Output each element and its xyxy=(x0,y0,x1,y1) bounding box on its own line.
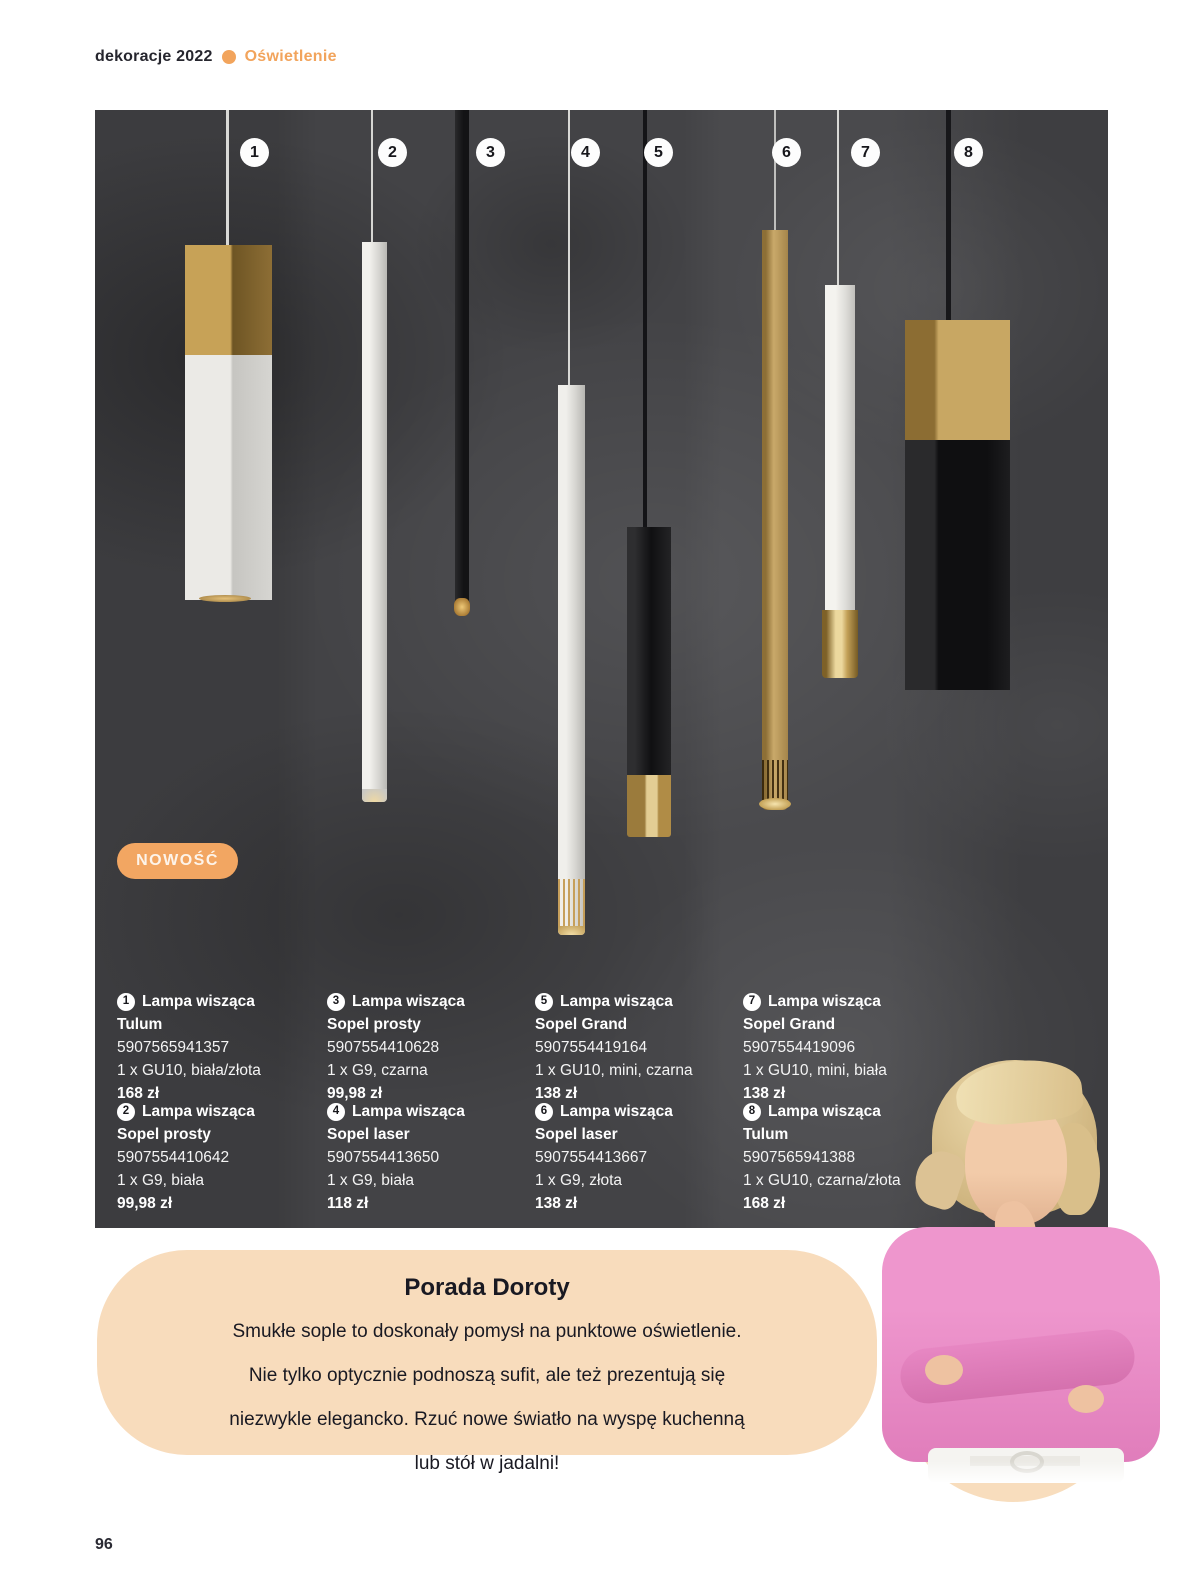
product-1-spec: 1 x GU10, biała/złota xyxy=(117,1062,261,1079)
product-7-name: Sopel Grand xyxy=(743,1016,836,1033)
lamp-7-gold-band xyxy=(822,610,858,678)
product-7-spec: 1 x GU10, mini, biała xyxy=(743,1062,887,1079)
page-number: 96 xyxy=(95,1536,113,1553)
product-7-price: 138 zł xyxy=(743,1085,786,1102)
product-5-spec: 1 x GU10, mini, czarna xyxy=(535,1062,693,1079)
product-1-price: 168 zł xyxy=(117,1085,160,1102)
advice-text xyxy=(97,1310,877,1486)
expert-photo xyxy=(870,1055,1170,1483)
section-title: Oświetlenie xyxy=(244,48,337,65)
lamp-number-badge-4: 4 xyxy=(571,138,600,167)
product-2-price: 99,98 zł xyxy=(117,1195,173,1212)
lamp-number-badge-6: 6 xyxy=(772,138,801,167)
product-info-4 xyxy=(327,1100,532,1215)
photo-bottom-fade xyxy=(870,1461,1170,1483)
product-6-number: 6 xyxy=(535,1103,553,1121)
product-5-price: 138 zł xyxy=(535,1085,578,1102)
advice-line-4: lub stół w jadalni! xyxy=(414,1453,560,1474)
advice-line-1: Smukłe sople to doskonały pomysł na punktowe oświetlenie. xyxy=(232,1321,742,1342)
product-6-title: Lampa wisząca xyxy=(560,1103,673,1120)
product-6-spec: 1 x G9, złota xyxy=(535,1172,623,1189)
lamp-8-black-section xyxy=(905,440,1010,690)
product-8-price: 168 zł xyxy=(743,1195,786,1212)
lamp-4-cord xyxy=(568,110,570,385)
advice-title: Porada Doroty xyxy=(404,1274,570,1301)
product-6-ean: 5907554413667 xyxy=(535,1149,648,1166)
lamp-8-cord xyxy=(946,110,951,320)
new-badge: NOWOŚĆ xyxy=(117,843,238,879)
product-8-name: Tulum xyxy=(743,1126,789,1143)
lamp-1-pendant xyxy=(185,245,272,600)
product-2-title: Lampa wisząca xyxy=(142,1103,255,1120)
product-4-spec: 1 x G9, biała xyxy=(327,1172,415,1189)
lamp-number-badge-1: 1 xyxy=(240,138,269,167)
product-6-name: Sopel laser xyxy=(535,1126,618,1143)
product-8-spec: 1 x GU10, czarna/złota xyxy=(743,1172,901,1189)
lamp-4-light-glow xyxy=(558,926,585,935)
product-info-5 xyxy=(535,990,740,1105)
lamp-3-light-glow xyxy=(454,598,470,616)
product-1-title: Lampa wisząca xyxy=(142,993,255,1010)
lamp-5-gold-band xyxy=(627,775,671,837)
product-info-1 xyxy=(117,990,322,1105)
lamp-4-perforated-tip xyxy=(558,879,585,927)
lamp-6-cord xyxy=(774,110,776,230)
product-7-ean: 5907554419096 xyxy=(743,1039,856,1056)
product-6-price: 138 zł xyxy=(535,1195,578,1212)
product-3-name: Sopel prosty xyxy=(327,1016,421,1033)
lamp-8-gold-section xyxy=(905,320,1010,440)
catalog-title: dekoracje 2022 xyxy=(95,48,213,65)
product-7-title: Lampa wisząca xyxy=(768,993,881,1010)
product-3-ean: 5907554410628 xyxy=(327,1039,440,1056)
lamp-number-badge-2: 2 xyxy=(378,138,407,167)
product-8-number: 8 xyxy=(743,1103,761,1121)
product-info-6 xyxy=(535,1100,740,1215)
product-8-ean: 5907565941388 xyxy=(743,1149,856,1166)
lamp-5-pendant xyxy=(627,527,671,775)
lamp-1-cord xyxy=(226,110,229,245)
section-dot-icon xyxy=(222,50,236,64)
product-2-name: Sopel prosty xyxy=(117,1126,211,1143)
product-info-3 xyxy=(327,990,532,1105)
lamp-7-cord xyxy=(837,110,839,285)
product-5-name: Sopel Grand xyxy=(535,1016,628,1033)
lamp-2-light-glow xyxy=(362,789,387,802)
lamp-4-pendant xyxy=(558,385,585,935)
product-2-number: 2 xyxy=(117,1103,135,1121)
lamp-6-light-glow xyxy=(759,798,791,810)
advice-line-3: niezwykle elegancko. Rzuć nowe światło na wyspę kuchenną xyxy=(229,1409,745,1430)
lamp-1-light-glow xyxy=(199,595,251,602)
expert-hand-left xyxy=(925,1355,963,1385)
product-8-title: Lampa wisząca xyxy=(768,1103,881,1120)
product-7-number: 7 xyxy=(743,993,761,1011)
product-info-2 xyxy=(117,1100,322,1215)
lamp-8-pendant xyxy=(905,320,1010,690)
advice-line-2: Nie tylko optycznie podnoszą sufit, ale też prezentują się xyxy=(248,1365,726,1386)
lamp-7-pendant xyxy=(825,285,855,613)
lamp-5-cord xyxy=(643,110,647,528)
page-header xyxy=(95,48,337,66)
product-5-title: Lampa wisząca xyxy=(560,993,673,1010)
product-2-spec: 1 x G9, biała xyxy=(117,1172,205,1189)
product-1-number: 1 xyxy=(117,993,135,1011)
product-4-price: 118 zł xyxy=(327,1195,369,1212)
lamp-3-pendant xyxy=(455,110,469,605)
product-2-ean: 5907554410642 xyxy=(117,1149,230,1166)
product-1-name: Tulum xyxy=(117,1016,163,1033)
product-4-number: 4 xyxy=(327,1103,345,1121)
product-5-number: 5 xyxy=(535,993,553,1011)
lamp-number-badge-5: 5 xyxy=(644,138,673,167)
lamp-2-pendant xyxy=(362,242,387,802)
product-3-number: 3 xyxy=(327,993,345,1011)
lamp-1-gold-section xyxy=(185,245,272,355)
advice-panel xyxy=(97,1250,877,1474)
product-4-ean: 5907554413650 xyxy=(327,1149,440,1166)
product-3-price: 99,98 zł xyxy=(327,1085,383,1102)
lamp-number-badge-8: 8 xyxy=(954,138,983,167)
product-1-ean: 5907565941357 xyxy=(117,1039,230,1056)
product-3-title: Lampa wisząca xyxy=(352,993,465,1010)
product-3-spec: 1 x G9, czarna xyxy=(327,1062,428,1079)
lamp-number-badge-7: 7 xyxy=(851,138,880,167)
lamp-1-white-section xyxy=(185,355,272,600)
product-5-ean: 5907554419164 xyxy=(535,1039,648,1056)
lamp-2-cord xyxy=(371,110,373,242)
lamp-number-badge-3: 3 xyxy=(476,138,505,167)
lamp-6-perforated-tip xyxy=(762,760,788,800)
expert-hand-right xyxy=(1068,1385,1104,1413)
product-4-name: Sopel laser xyxy=(327,1126,410,1143)
product-4-title: Lampa wisząca xyxy=(352,1103,465,1120)
lamp-6-pendant xyxy=(762,230,788,810)
